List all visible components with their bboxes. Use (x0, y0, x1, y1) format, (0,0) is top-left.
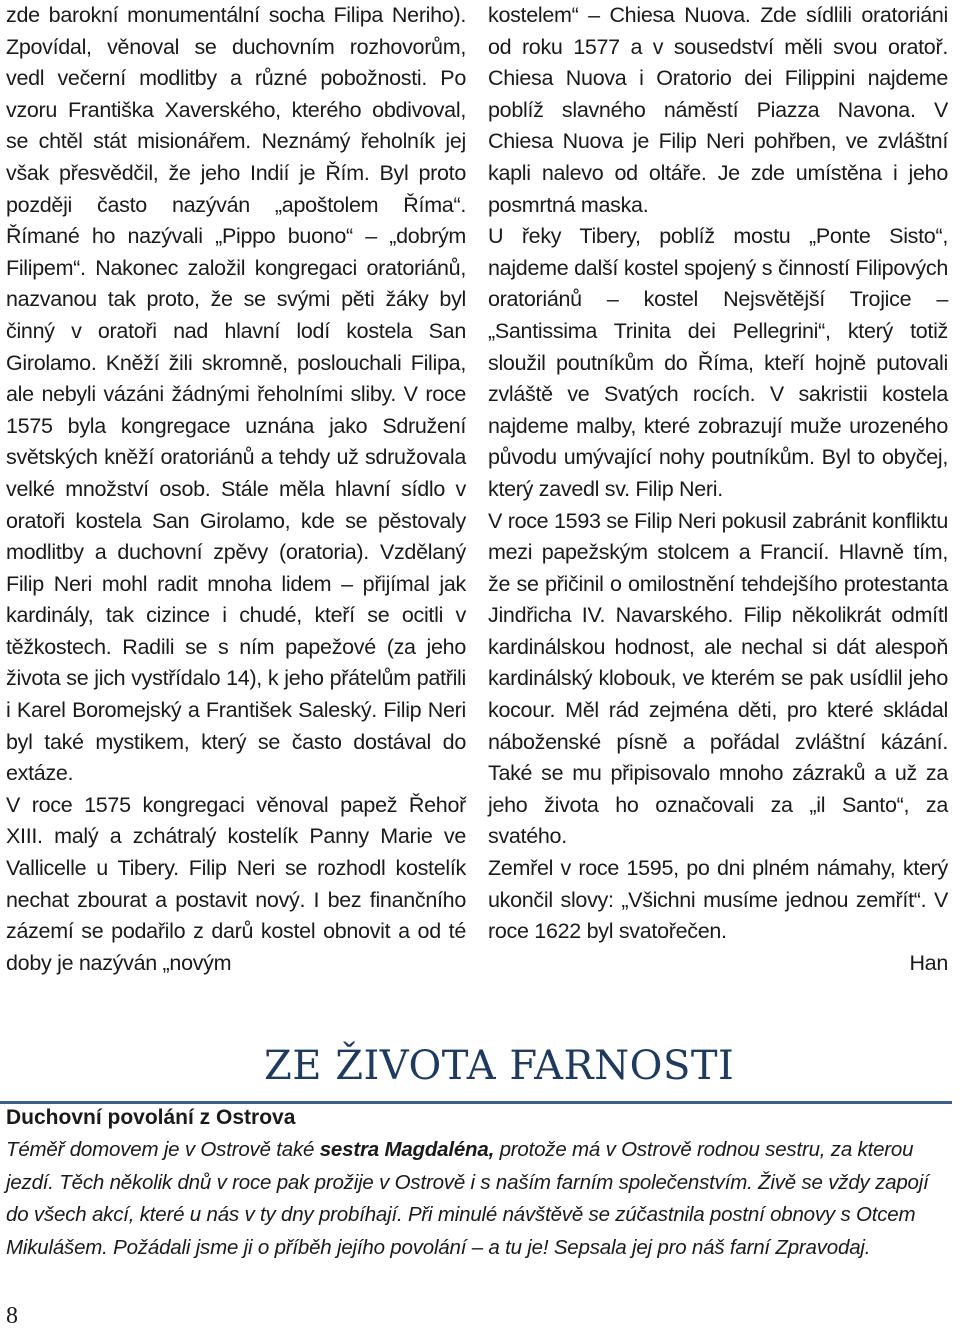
right-paragraph-4: Zemřel v roce 1595, po dni plném námahy, který ukončil slovy: „Všichni musíme jednou zemřít“. V roce 1622 byl svatořečen. (488, 856, 948, 944)
section-heading: ZE ŽIVOTA FARNOSTI (264, 1043, 735, 1089)
intro-highlight-name: sestra Magdaléna, (319, 1138, 495, 1161)
left-paragraph-2: V roce 1575 kongregaci věnoval papež Řehoř XIII. malý a zchátralý kostelík Panny Marie ve Vallicelle u Tibery. Filip Neri se rozhodl kostelík nechat zbourat a postavit nový. I bez finančního zázemí se podařilo z darů kostel obnovit a od té doby je nazýván „novým (6, 792, 466, 975)
author-signature: Han (909, 950, 948, 975)
right-paragraph-1: kostelem“ – Chiesa Nuova. Zde sídlili oratoriáni od roku 1577 a v sousedství měli svou oratoř. Chiesa Nuova i Oratorio dei Filippini najdeme poblíž slavného náměstí Piazza Navona. V Chiesa Nuova je Filip Neri pohřben, ve zvláštní kapli nalevo od oltáře. Je zde umístěna i jeho posmrtná maska. (488, 3, 948, 217)
right-paragraph-2: U řeky Tibery, poblíž mostu „Ponte Sisto“, najdeme další kostel spojený s činností Filipových oratoriánů – kostel Nejsvětější Trojice – „Santissima Trinita dei Pellegrini“, který totiž sloužil poutníkům do Říma, kteří hojně putovali zvláště ve Svatých rocích. V sakristii kostela najdeme malby, které zobrazují muže urozeného původu umývající nohy poutníkům. Byl to obyčej, který zavedl sv. Filip Neri. (488, 224, 948, 501)
intro-text-start: Téměř domovem je v Ostrově také (6, 1138, 320, 1161)
article-title: Duchovní povolání z Ostrova (6, 1106, 296, 1129)
left-paragraph-1: zde barokní monumentální socha Filipa Neriho). Zpovídal, věnoval se duchovním rozhovorům, vedl večerní modlitby a různé pobožnosti. Po vzoru Františka Xaverského, kterého obdivoval, se chtěl stát misionářem. Neznámý řeholník jej však přesvědčil, že jeho Indií je Řím. Byl proto později často nazýván „apoštolem Říma“. Římané ho nazývali „Pippo buono“ – „dobrým Filipem“. Nakonec založil kongregaci oratoriánů, nazvanou tak proto, že se svými pěti žáky byl činný v oratoři nad hlavní lodí kostela San Girolamo. Kněží žili skromně, poslouchali Filipa, ale nebyli vázáni žádnými řeholními sliby. V roce 1575 byla kongregace uznána jako Sdružení světských kněží oratoriánů a tehdy už sdružovala velké množství osob. Stále měla hlavní sídlo v oratoři kostela San Girolamo, kde se pěstovaly modlitby a duchovní zpěvy (oratoria). Vzdělaný Filip Neri mohl radit mnoha lidem – přijímal jak kardinály, tak cizince i chudé, kteří se ocitli v těžkostech. Radili se s ním papežové (za jeho života se jich vystřídalo 14), k jeho přátelům patřili i Karel Boromejský a František Saleský. Filip Neri byl také mystikem, který se často dostával do extáze. (6, 3, 466, 786)
article-intro (6, 1134, 948, 1264)
page-number: 8 (6, 1303, 18, 1329)
right-text-column (488, 0, 948, 979)
left-text-column (6, 0, 466, 979)
intro-text-end: protože má v Ostrově rodnou sestru, za kterou jezdí. Těch několik dnů v roce pak prožije v Ostrově i s naším farním společenstvím. Živě se vždy zapojí do všech akcí, které u nás v ty dny probíhají. Při minulé návštěvě se zúčastnila postní obnovy s Otcem Mikulášem. Požádali jsme ji o příběh jejího povolání – a tu je! Sepsala jej pro náš farní Zpravodaj. (6, 1138, 929, 1259)
right-paragraph-3: V roce 1593 se Filip Neri pokusil zabránit konfliktu mezi papežským stolcem a Francií. Hlavně tím, že se přičinil o omilostnění tehdejšího protestanta Jindřicha IV. Navarského. Filip několikrát odmítl kardinálskou hodnost, ale nechal si dát alespoň kardinálský klobouk, ve kterém se pak usídlil jeho kocour. Měl rád zejména děti, pro které skládal náboženské písně a pořádal zvláštní kázání. Také se mu připisovalo mnoho zázraků a už za jeho života ho označovali za „il Santo“, za svatého. (488, 508, 949, 849)
